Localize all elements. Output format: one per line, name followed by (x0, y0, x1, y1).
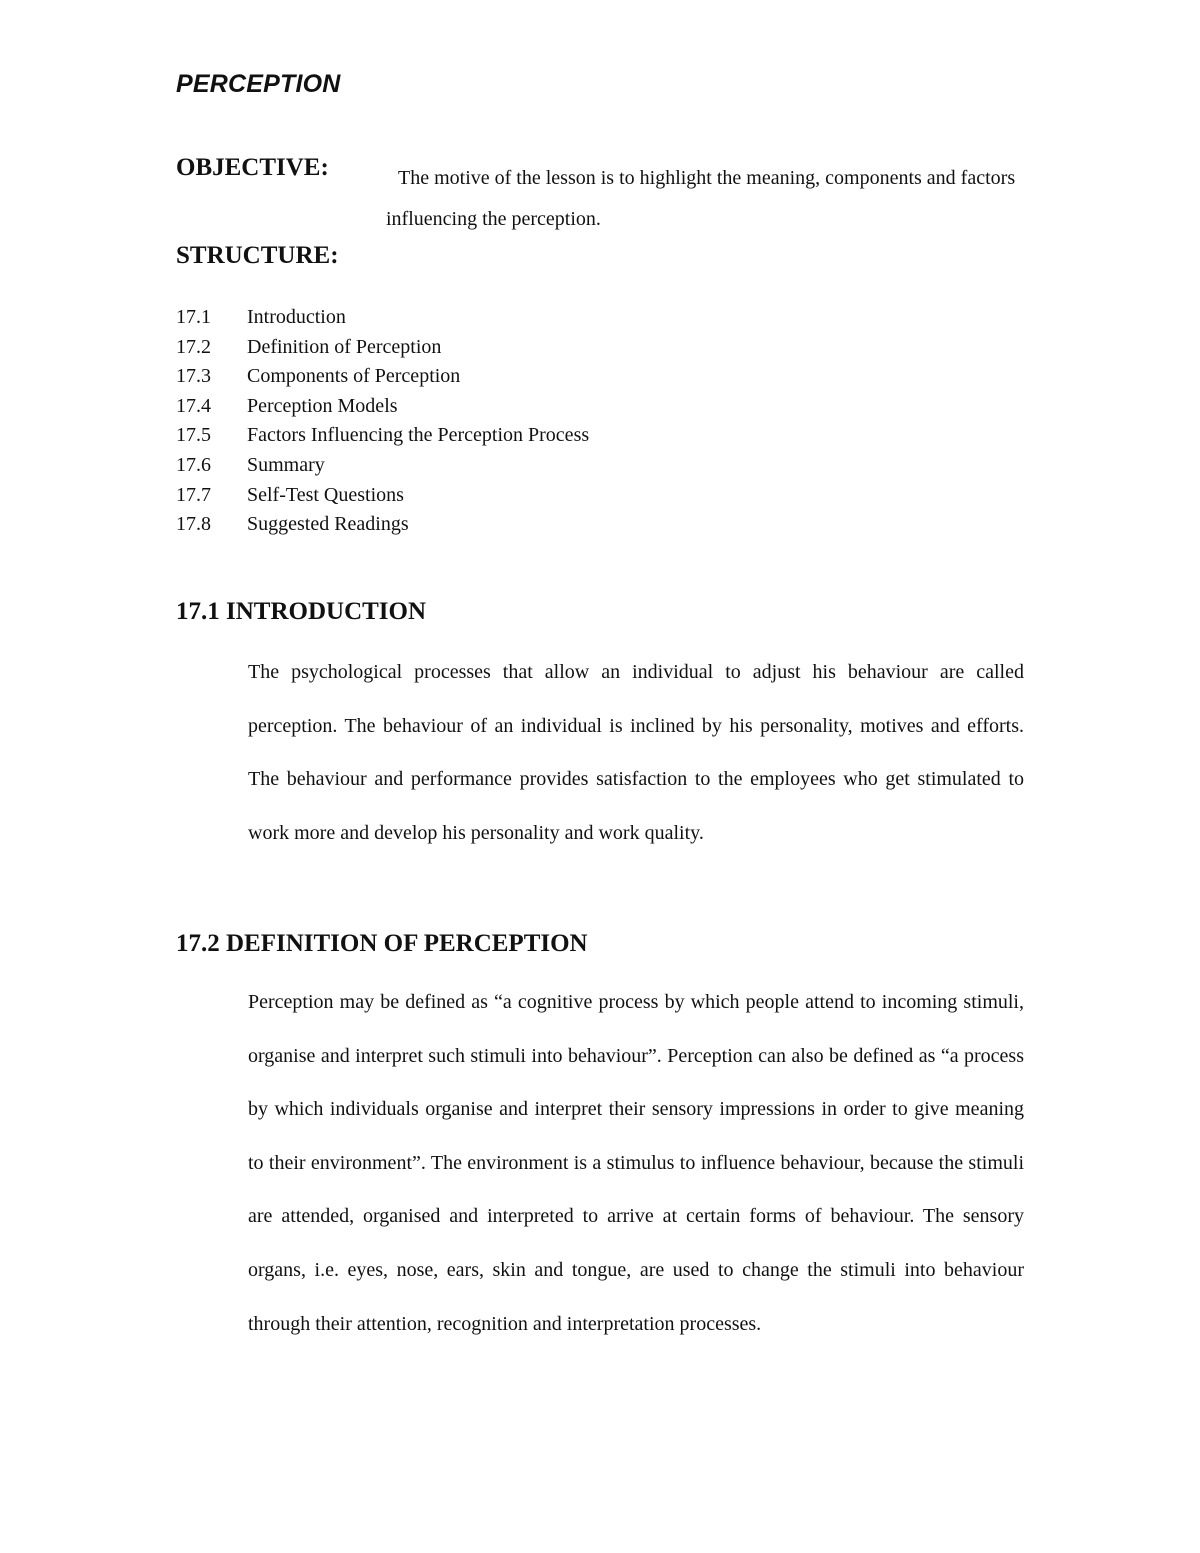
structure-item-number: 17.6 (176, 453, 211, 476)
structure-item (176, 451, 589, 481)
structure-item-label: Factors Influencing the Perception Process (247, 424, 590, 447)
structure-item-label: Perception Models (247, 394, 398, 417)
structure-item (176, 303, 589, 333)
objective-text: The motive of the lesson is to highlight the meaning, components and factors influencing the perception. (386, 167, 1016, 230)
structure-item-number: 17.4 (176, 394, 211, 417)
structure-item (176, 392, 589, 422)
structure-item-number: 17.5 (176, 424, 211, 447)
structure-item (176, 333, 589, 363)
structure-item-label: Components of Perception (247, 365, 461, 388)
structure-item-number: 17.7 (176, 483, 211, 506)
section-heading-definition: 17.2 DEFINITION OF PERCEPTION (176, 930, 588, 957)
structure-item-label: Summary (247, 453, 325, 476)
structure-item-number: 17.1 (176, 306, 211, 328)
objective-label: OBJECTIVE: (176, 154, 329, 181)
structure-label: STRUCTURE: (176, 242, 339, 269)
structure-item (176, 362, 589, 392)
introduction-paragraph: The psychological processes that allow an individual to adjust his behaviour are called perception. The behaviour of an individual is inclined by his personality, motives and efforts. The behaviour and performance provides satisfaction to the employees who get stimulated to work more and develop his personality and work quality. (248, 661, 1024, 844)
structure-item-number: 17.8 (176, 513, 211, 536)
structure-item (176, 510, 589, 540)
structure-item-number: 17.2 (176, 335, 211, 358)
definition-paragraph: Perception may be defined as “a cognitive process by which people attend to incoming stimuli, organise and interpret such stimuli into behaviour”. Perception can also be defined as “a process by which individuals organise and interpret their sensory impressions in order to give meaning to their environment”. The environment is a stimulus to influence behaviour, because the stimuli are attended, organised and interpreted to arrive at certain forms of behaviour. The sensory organs, i.e. eyes, nose, ears, skin and tongue, are used to change the stimuli into behaviour through their attention, recognition and interpretation processes. (248, 991, 1024, 1335)
structure-item (176, 421, 589, 451)
structure-item-label: Introduction (247, 306, 346, 328)
structure-item-number: 17.3 (176, 365, 211, 388)
structure-list (176, 303, 589, 540)
structure-item (176, 481, 589, 511)
document-title: PERCEPTION (176, 70, 341, 98)
structure-item-label: Definition of Perception (247, 335, 442, 358)
section-heading-introduction: 17.1 INTRODUCTION (176, 598, 427, 625)
structure-item-label: Self-Test Questions (247, 483, 404, 506)
structure-item-label: Suggested Readings (247, 513, 409, 536)
